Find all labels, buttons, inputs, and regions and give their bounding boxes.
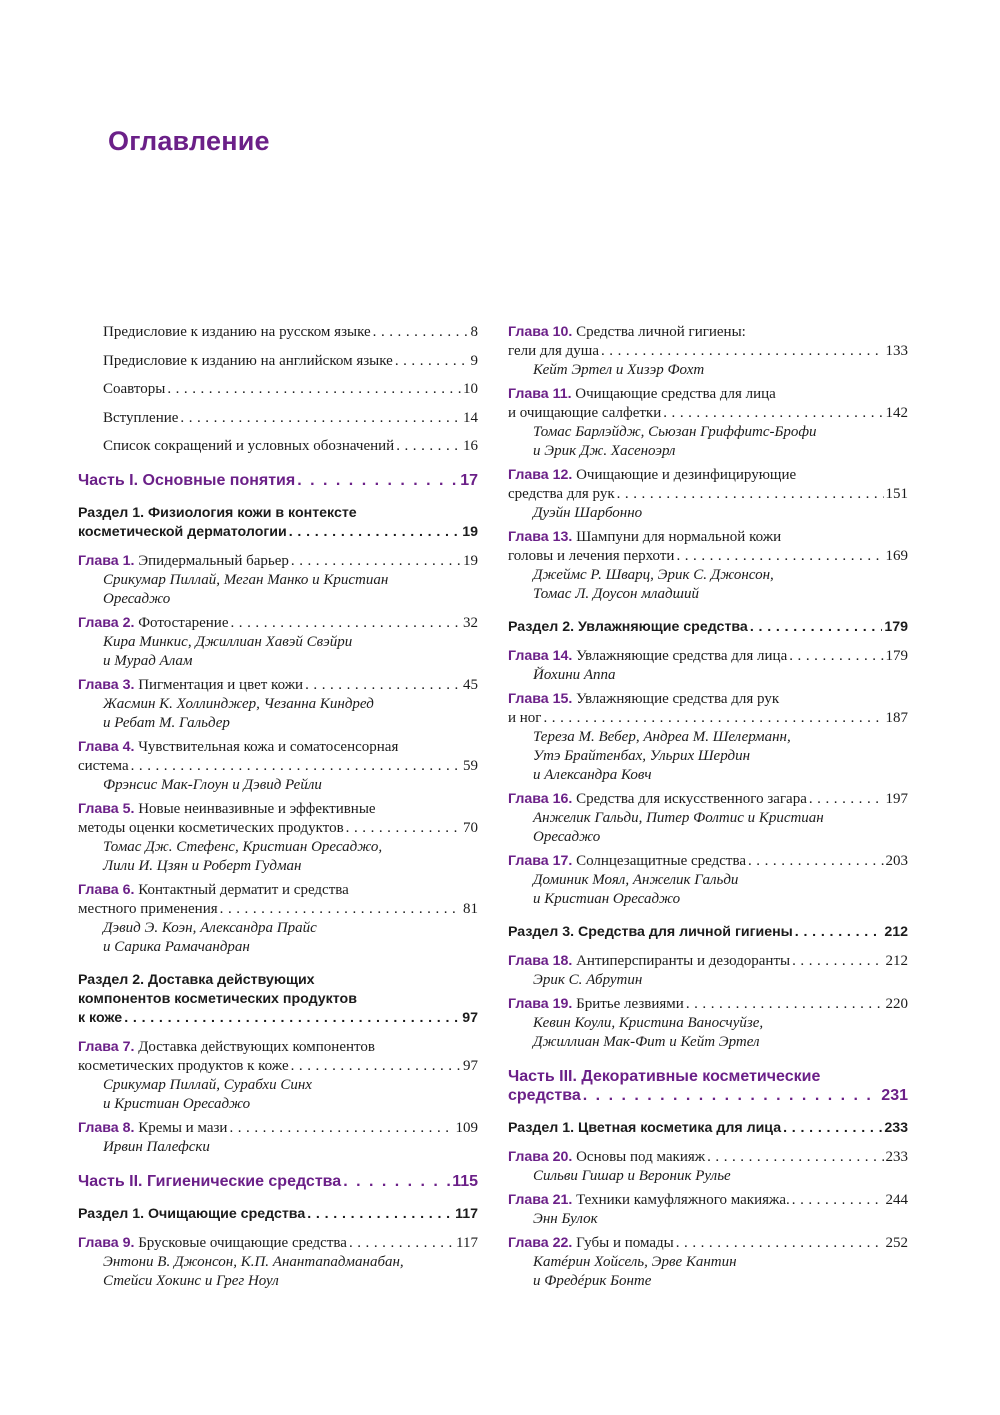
chapter-authors: Ирвин Палефски: [103, 1139, 210, 1156]
entry-title: головы и лечения перхоти: [508, 548, 675, 564]
page-number: 244: [885, 1192, 908, 1208]
page-number: 252: [885, 1235, 908, 1251]
chapter-label: Глава 7.: [78, 1039, 135, 1056]
entry-title: Антиперспиранты и дезодоранты: [576, 953, 791, 969]
dot-leader: [795, 923, 883, 942]
entry-title: Часть II. Гигиенические средства: [78, 1173, 342, 1191]
page-number: 81: [463, 901, 478, 918]
dot-leader: [686, 995, 884, 1014]
chapter-authors: Утэ Брайтенбах, Ульрих Шердин: [533, 748, 751, 764]
page-number: 187: [885, 710, 908, 726]
dot-leader: [289, 523, 461, 542]
entry-title: Раздел 2. Увлажняющие средства: [508, 619, 748, 635]
dot-leader: [601, 342, 884, 361]
toc-chapter[interactable]: [78, 1234, 478, 1291]
dot-leader: [748, 852, 884, 871]
page-number: 115: [452, 1173, 478, 1191]
chapter-authors: Оресаджо: [533, 829, 601, 845]
chapter-authors: и Ребат М. Гальдер: [103, 715, 230, 732]
dot-leader: [543, 709, 883, 728]
dot-leader: [305, 676, 461, 695]
entry-title: гели для душа: [508, 343, 599, 359]
chapter-authors: Энн Булок: [533, 1211, 598, 1227]
chapter-label: Глава 20.: [508, 1149, 573, 1165]
chapter-label: Глава 18.: [508, 953, 573, 969]
toc-section[interactable]: [508, 618, 908, 637]
entry-line: [78, 738, 478, 757]
entry-title: Средства для искусственного загара: [576, 791, 807, 807]
toc-chapter[interactable]: [508, 528, 908, 604]
toc-section[interactable]: [508, 923, 908, 942]
entry-title: Доставка действующих компонентов: [138, 1039, 375, 1056]
toc-chapter[interactable]: [78, 1038, 478, 1114]
chapter-authors: Стейси Хокинс и Грег Ноул: [103, 1273, 279, 1290]
toc-chapter[interactable]: [508, 690, 908, 785]
entry-line: [508, 485, 908, 504]
page-number: 133: [885, 343, 908, 359]
entry-title: Раздел 2. Доставка действующих: [78, 972, 315, 989]
dot-leader: [343, 1172, 450, 1191]
entry-line: [78, 1234, 478, 1253]
entry-line: [78, 1009, 478, 1028]
entry-title: Чувствительная кожа и соматосенсорная: [138, 739, 399, 756]
dot-leader: [180, 409, 461, 428]
chapter-authors: и Кристиан Оресаджо: [103, 1096, 251, 1113]
chapter-label: Глава 9.: [78, 1235, 135, 1252]
chapter-authors: Джиллиан Мак-Фит и Кейт Эртел: [533, 1034, 760, 1050]
chapter-label: Глава 12.: [508, 467, 573, 483]
entry-line: [78, 819, 478, 838]
chapter-label: Глава 5.: [78, 801, 135, 818]
chapter-label: Глава 10.: [508, 324, 573, 340]
entry-title: Раздел 1. Очищающие средства: [78, 1206, 306, 1223]
chapter-label: Глава 14.: [508, 648, 573, 664]
chapter-label: Глава 11.: [508, 386, 572, 402]
dot-leader: [792, 952, 883, 971]
page-number: 17: [460, 472, 478, 490]
chapter-authors: и Эрик Дж. Хасеноэрл: [533, 443, 676, 459]
toc-section[interactable]: [78, 504, 478, 542]
chapter-authors: Лили И. Цзян и Роберт Гудман: [103, 858, 302, 875]
page-number: 117: [455, 1206, 478, 1223]
chapter-authors: Кевин Коули, Кристина Ваносчуйзе,: [533, 1015, 764, 1031]
entry-line: [78, 800, 478, 819]
toc-part[interactable]: [508, 1067, 908, 1105]
entry-title: Предисловие к изданию на русском языке: [103, 324, 371, 340]
page-number: 151: [885, 486, 908, 502]
page-number: 10: [463, 381, 478, 398]
dot-leader: [750, 618, 883, 637]
entry-title: Раздел 3. Средства для личной гигиены: [508, 924, 793, 940]
chapter-label: Глава 6.: [78, 882, 135, 899]
dot-leader: [617, 485, 884, 504]
entry-title: Солнцезащитные средства: [576, 853, 746, 869]
entry-title: Увлажняющие средства для лица: [576, 648, 788, 664]
entry-title: компонентов косметических продуктов: [78, 991, 357, 1008]
chapter-authors: Томас Дж. Стефенс, Кристиан Оресаджо,: [103, 839, 383, 856]
toc-section[interactable]: [508, 1119, 908, 1138]
entry-title: Губы и помады: [576, 1235, 674, 1251]
dot-leader: [783, 1119, 882, 1138]
toc-chapter[interactable]: [508, 647, 908, 685]
entry-title: Часть I. Основные понятия: [78, 472, 296, 490]
toc-section[interactable]: [78, 1205, 478, 1224]
dot-leader: [229, 1119, 453, 1138]
entry-title: и очищающие салфетки: [508, 405, 662, 421]
entry-title: Увлажняющие средства для рук: [576, 691, 780, 707]
chapter-authors: Кира Минкис, Джиллиан Хавэй Свэйри: [103, 634, 353, 651]
entry-title: Соавторы: [103, 381, 166, 398]
page-number: 220: [885, 996, 908, 1012]
toc-chapter[interactable]: [78, 552, 478, 609]
chapter-authors: Дэвид Э. Коэн, Александра Прайс: [103, 920, 317, 937]
page-number: 16: [463, 438, 478, 455]
toc-chapter[interactable]: [508, 466, 908, 523]
page-number: 59: [463, 758, 478, 775]
page-number: 8: [470, 324, 478, 340]
chapter-label: Глава 17.: [508, 853, 573, 869]
entry-title: Брусковые очищающие средства: [138, 1235, 347, 1252]
chapter-label: Глава 19.: [508, 996, 573, 1012]
entry-line: [78, 1038, 478, 1057]
dot-leader: [676, 1234, 884, 1253]
entry-title: Очищающие и дезинфицирующие: [576, 467, 797, 483]
chapter-authors: Доминик Моял, Анжелик Гальди: [533, 872, 739, 888]
page-number: 32: [463, 615, 478, 632]
chapter-label: Глава 13.: [508, 529, 573, 545]
toc-chapter[interactable]: [78, 881, 478, 957]
entry-line: [78, 552, 478, 571]
entry-title: Предисловие к изданию на английском языке: [103, 352, 393, 369]
chapter-authors: Энтони В. Джонсон, К.П. Анантападманабан,: [103, 1254, 404, 1271]
toc-column-left: [78, 323, 478, 1296]
page-number: 45: [463, 677, 478, 694]
entry-title: местного применения: [78, 901, 218, 918]
chapter-authors: Фрэнсис Мак-Глоун и Дэвид Рейли: [103, 777, 322, 794]
toc-section[interactable]: [78, 971, 478, 1028]
page-title: Оглавление: [108, 126, 270, 156]
entry-line: [78, 471, 478, 490]
entry-line: [508, 385, 908, 404]
dot-leader: [583, 1086, 880, 1105]
entry-line: [508, 323, 908, 342]
dot-leader: [789, 647, 883, 666]
page-number: 9: [470, 352, 478, 369]
page-number: 231: [881, 1087, 908, 1104]
dot-leader: [663, 404, 883, 423]
dot-leader: [809, 790, 884, 809]
toc-entry-preface[interactable]: [103, 323, 478, 342]
entry-title: Раздел 1. Цветная косметика для лица: [508, 1120, 782, 1136]
entry-line: [508, 528, 908, 547]
dot-leader: [707, 1148, 883, 1167]
chapter-label: Глава 15.: [508, 691, 573, 707]
entry-title: Список сокращений и условных обозначений: [103, 438, 395, 455]
dot-leader: [291, 1057, 461, 1076]
entry-title: к коже: [78, 1010, 123, 1027]
page-number: 169: [885, 548, 908, 564]
entry-line: [508, 466, 908, 485]
page-number: 19: [462, 524, 478, 541]
toc-column-right: [508, 323, 908, 1296]
chapter-authors: и Фредéрик Бонте: [533, 1273, 652, 1289]
entry-line: [508, 404, 908, 423]
chapter-authors: Анжелик Гальди, Питер Фолтис и Кристиан: [533, 810, 824, 826]
dot-leader: [124, 1009, 460, 1028]
toc-chapter[interactable]: [508, 323, 908, 380]
entry-line: [78, 676, 478, 695]
entry-title: средства для рук: [508, 486, 615, 502]
chapter-label: Глава 22.: [508, 1235, 573, 1251]
entry-title: Новые неинвазивные и эффективные: [138, 801, 376, 818]
page-number: 117: [456, 1235, 478, 1252]
chapter-label: Глава 21.: [508, 1192, 573, 1208]
chapter-label: Глава 8.: [78, 1120, 135, 1137]
chapter-authors: Тереза М. Вебер, Андреа М. Шелерманн,: [533, 729, 791, 745]
chapter-authors: и Сарика Рамачандран: [103, 939, 250, 956]
toc-chapter[interactable]: [78, 1119, 478, 1157]
entry-line: [78, 523, 478, 542]
entry-title: Контактный дерматит и средства: [138, 882, 349, 899]
entry-line: [508, 790, 908, 809]
chapter-authors: Срикумар Пиллай, Сурабхи Синх: [103, 1077, 312, 1094]
chapter-label: Глава 16.: [508, 791, 573, 807]
chapter-authors: Эрик С. Абрутин: [533, 972, 643, 988]
entry-title: Техники камуфляжного макияжа.: [576, 1192, 790, 1208]
entry-title: Эпидермальный барьер: [138, 553, 289, 570]
toc-chapter[interactable]: [508, 995, 908, 1052]
chapter-authors: Томас Л. Доусон младший: [533, 586, 699, 602]
page-number: 97: [462, 1010, 478, 1027]
toc-entry-preface[interactable]: [103, 409, 478, 428]
entry-title: и ног: [508, 710, 542, 726]
entry-line: [508, 1086, 908, 1105]
chapter-authors: Кейт Эртел и Хизэр Фохт: [533, 362, 705, 378]
page-number: 179: [885, 648, 908, 664]
chapter-authors: и Мурад Алам: [103, 653, 193, 670]
toc-chapter[interactable]: [508, 952, 908, 990]
entry-line: [78, 881, 478, 900]
dot-leader: [307, 1205, 453, 1224]
entry-line: [508, 342, 908, 361]
entry-line: [508, 690, 908, 709]
entry-line: [508, 995, 908, 1014]
entry-title: система: [78, 758, 129, 775]
page-number: 233: [885, 1149, 908, 1165]
entry-line: [78, 757, 478, 776]
page-number: 212: [884, 924, 908, 940]
entry-line: [508, 1234, 908, 1253]
toc-chapter[interactable]: [508, 790, 908, 847]
entry-line: [508, 547, 908, 566]
toc-chapter[interactable]: [78, 614, 478, 671]
toc-chapter[interactable]: [508, 1234, 908, 1291]
entry-title: Фотостарение: [138, 615, 229, 632]
page-number: 70: [463, 820, 478, 837]
chapter-authors: Дуэйн Шарбонно: [533, 505, 643, 521]
entry-title: косметической дерматологии: [78, 524, 287, 541]
entry-title: Вступление: [103, 409, 179, 426]
entry-line: [78, 900, 478, 919]
entry-line: [78, 614, 478, 633]
entry-line: [508, 1119, 908, 1138]
page-number: 233: [884, 1120, 908, 1136]
chapter-authors: Сильви Гишар и Вероник Рулье: [533, 1168, 731, 1184]
toc-chapter[interactable]: [508, 1191, 908, 1229]
page-number: 14: [463, 409, 478, 426]
toc-chapter[interactable]: [78, 738, 478, 795]
entry-title: Часть III. Декоративные косметические: [508, 1068, 821, 1085]
toc-part[interactable]: [78, 1172, 478, 1191]
dot-leader: [396, 437, 461, 456]
dot-leader: [231, 614, 462, 633]
entry-line: [508, 709, 908, 728]
entry-title: Раздел 1. Физиология кожи в контексте: [78, 505, 357, 522]
entry-line: [508, 1067, 908, 1086]
dot-leader: [297, 471, 458, 490]
page-number: 203: [885, 853, 908, 869]
dot-leader: [395, 352, 469, 371]
entry-title: Шампуни для нормальной кожи: [576, 529, 782, 545]
toc-part[interactable]: [78, 471, 478, 490]
dot-leader: [346, 819, 461, 838]
chapter-authors: Катéрин Хойсель, Эрве Кантин: [533, 1254, 737, 1270]
chapter-label: Глава 2.: [78, 615, 135, 632]
toc-entry-preface[interactable]: [103, 437, 478, 456]
entry-title: Кремы и мази: [138, 1120, 228, 1137]
page-number: 97: [463, 1058, 478, 1075]
dot-leader: [349, 1234, 454, 1253]
chapter-authors: Оресаджо: [103, 591, 171, 608]
entry-title: Средства личной гигиены:: [576, 324, 746, 340]
page-number: 19: [463, 553, 478, 570]
toc-chapter[interactable]: [508, 852, 908, 909]
page-number: 142: [885, 405, 908, 421]
entry-title: Основы под макияж: [576, 1149, 706, 1165]
toc-chapter[interactable]: [78, 800, 478, 876]
entry-line: [508, 1191, 908, 1210]
entry-line: [78, 504, 478, 523]
chapter-authors: и Александра Ковч: [533, 767, 652, 783]
entry-line: [78, 1057, 478, 1076]
chapter-authors: Джеймс Р. Шварц, Эрик С. Джонсон,: [533, 567, 774, 583]
entry-line: [508, 647, 908, 666]
entry-title: Очищающие средства для лица: [575, 386, 776, 402]
chapter-authors: Йохини Аппа: [533, 667, 616, 683]
entry-title: средства: [508, 1087, 581, 1104]
chapter-authors: Срикумар Пиллай, Меган Манко и Кристиан: [103, 572, 389, 589]
dot-leader: [167, 380, 461, 399]
entry-title: Бритье лезвиями: [576, 996, 684, 1012]
chapter-authors: и Кристиан Оресаджо: [533, 891, 681, 907]
entry-line: [78, 1119, 478, 1138]
entry-line: [78, 1172, 478, 1191]
toc-entry-preface[interactable]: [103, 380, 478, 399]
dot-leader: [676, 547, 883, 566]
page-number: 212: [885, 953, 908, 969]
entry-line: [508, 618, 908, 637]
page-number: 179: [884, 619, 908, 635]
entry-line: [78, 971, 478, 990]
chapter-authors: Томас Барлэйдж, Сьюзан Гриффитс-Брофи: [533, 424, 817, 440]
dot-leader: [373, 323, 469, 342]
entry-line: [508, 852, 908, 871]
entry-line: [508, 923, 908, 942]
chapter-label: Глава 3.: [78, 677, 135, 694]
entry-title: методы оценки косметических продуктов: [78, 820, 344, 837]
dot-leader: [792, 1191, 884, 1210]
dot-leader: [131, 757, 461, 776]
entry-line: [508, 1148, 908, 1167]
chapter-label: Глава 1.: [78, 553, 135, 570]
chapter-label: Глава 4.: [78, 739, 135, 756]
entry-line: [508, 952, 908, 971]
entry-title: косметических продуктов к коже: [78, 1058, 289, 1075]
toc-chapter[interactable]: [508, 385, 908, 461]
entry-title: Пигментация и цвет кожи: [138, 677, 304, 694]
toc-chapter[interactable]: [508, 1148, 908, 1186]
entry-line: [78, 1205, 478, 1224]
toc-entry-preface[interactable]: [103, 352, 478, 371]
dot-leader: [220, 900, 461, 919]
dot-leader: [291, 552, 461, 571]
entry-line: [78, 990, 478, 1009]
page-number: 109: [455, 1120, 478, 1137]
page-number: 197: [885, 791, 908, 807]
chapter-authors: Жасмин К. Холлинджер, Чезанна Киндред: [103, 696, 374, 713]
toc-chapter[interactable]: [78, 676, 478, 733]
